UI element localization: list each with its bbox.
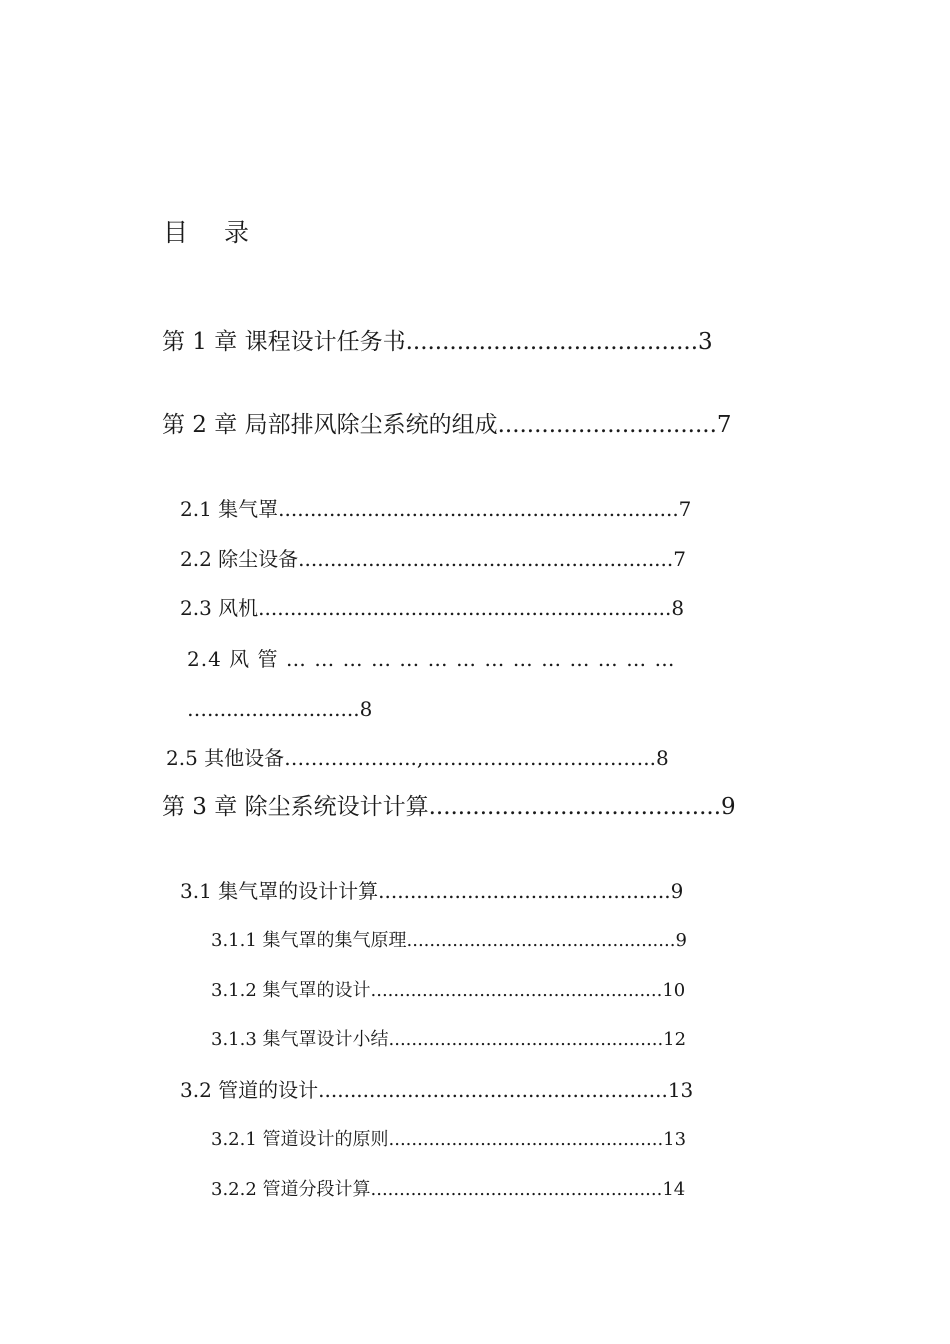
toc-entry-section-2-4-continued: …........................8 [187, 697, 373, 721]
toc-entry-section-3-1-1: 3.1.1 集气罩的集气原理...............................................9 [211, 930, 687, 951]
toc-entry-section-2-1: 2.1 集气罩...............................................................7 [180, 497, 692, 521]
toc-entry-section-3-2-2: 3.2.2 管道分段计算...................................................14 [211, 1179, 686, 1200]
toc-entry-chapter-2: 第 2 章 局部排风除尘系统的组成..............................7 [162, 412, 732, 438]
toc-entry-section-3-2-1: 3.2.1 管道设计的原则................................................13 [211, 1129, 687, 1150]
toc-entry-section-2-5: 2.5 其他设备………………..,……………………………..8 [166, 746, 669, 770]
toc-entry-section-3-1-2: 3.1.2 集气罩的设计...................................................10 [211, 980, 686, 1001]
toc-entry-section-3-1-3: 3.1.3 集气罩设计小结................................................12 [211, 1029, 687, 1050]
toc-entry-section-3-1: 3.1 集气罩的设计计算..............................................9 [180, 879, 684, 903]
toc-entry-section-2-4: 2.4 风 管 … … … … … … … … … … … … … … [187, 647, 676, 671]
toc-entry-section-2-3: 2.3 风机.................................................................8 [180, 596, 685, 620]
toc-entry-chapter-3: 第 3 章 除尘系统设计计算........................................9 [162, 794, 736, 820]
toc-entry-section-3-2: 3.2 管道的设计.......................................................13 [180, 1078, 694, 1102]
toc-title: 目 录 [163, 218, 263, 247]
toc-entry-section-2-2: 2.2 除尘设备...........................................................7 [180, 547, 686, 571]
toc-entry-chapter-1: 第 1 章 课程设计任务书........................................3 [162, 329, 713, 355]
